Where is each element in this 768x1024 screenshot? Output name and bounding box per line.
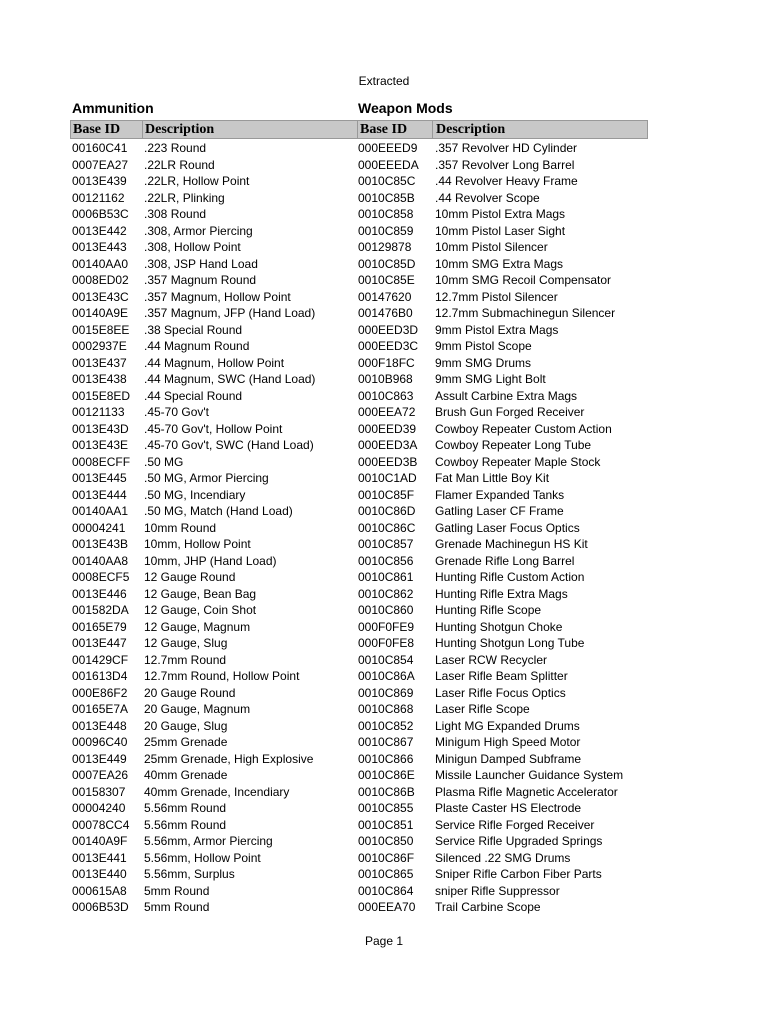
table-row (72, 685, 356, 702)
table-row (358, 503, 648, 520)
base-id-cell: 0013E43C (72, 289, 129, 304)
description-cell: 5.56mm Round (144, 801, 227, 815)
table-row (72, 668, 356, 685)
base-id-cell: 00147620 (358, 289, 412, 304)
table-row (358, 883, 648, 900)
description-cell: Grenade Machinegun HS Kit (435, 537, 588, 551)
base-id-cell: 000E86F2 (72, 685, 128, 700)
base-id-cell: 000EED3B (358, 454, 418, 469)
table-row (72, 388, 356, 405)
base-id-cell: 0013E43E (72, 438, 129, 452)
base-id-cell: 0010B968 (358, 372, 413, 386)
base-id-cell: 0006B53C (72, 207, 129, 221)
description-cell: .308, Armor Piercing (144, 223, 253, 238)
base-id-cell: 000615A8 (72, 883, 127, 898)
ammunition-table (72, 140, 356, 916)
table-row (358, 223, 648, 240)
weapon-mods-section-title: Weapon Mods (358, 100, 453, 116)
description-cell: 10mm SMG Extra Mags (435, 256, 564, 271)
description-cell: Missile Launcher Guidance System (435, 768, 624, 782)
base-id-cell: 0007EA27 (72, 157, 129, 172)
base-id-cell: 00140A9E (72, 306, 129, 320)
ammunition-description-header: Description (145, 122, 215, 137)
column-divider (432, 121, 433, 138)
table-row (72, 454, 356, 471)
table-row (72, 437, 356, 454)
table-row (358, 635, 648, 652)
description-cell: Fat Man Little Boy Kit (435, 471, 550, 485)
base-id-cell: 0010C858 (358, 207, 414, 221)
description-cell: 12.7mm Round (144, 652, 227, 667)
description-cell: Minigun Damped Subframe (435, 751, 582, 766)
table-row (358, 866, 648, 883)
table-row (358, 454, 648, 471)
description-cell: Hunting Rifle Extra Mags (435, 586, 568, 601)
table-row (72, 602, 356, 619)
table-row (358, 833, 648, 850)
description-cell: .223 Round (144, 141, 207, 155)
base-id-cell: 0013E448 (72, 718, 127, 733)
description-cell: .50 MG, Incendiary (144, 487, 246, 502)
description-cell: Cowboy Repeater Long Tube (435, 438, 592, 452)
base-id-cell: 000F0FE8 (358, 636, 415, 650)
base-id-cell: 0010C86D (358, 504, 416, 518)
base-id-cell: 001582DA (72, 603, 129, 617)
description-cell: Hunting Rifle Custom Action (435, 570, 585, 584)
description-cell: .44 Magnum, SWC (Hand Load) (144, 372, 316, 386)
table-row (358, 190, 648, 207)
column-divider (142, 121, 143, 138)
table-row (358, 767, 648, 784)
base-id-cell: 0010C859 (358, 223, 414, 238)
description-cell: Service Rifle Forged Receiver (435, 817, 595, 832)
table-row (358, 619, 648, 636)
description-cell: 5.56mm Round (144, 817, 227, 832)
base-id-cell: 0013E439 (72, 174, 127, 188)
table-row (72, 883, 356, 900)
table-row (358, 140, 648, 157)
base-id-cell: 00004241 (72, 520, 126, 535)
base-id-cell: 00165E79 (72, 619, 127, 634)
ammunition-base-id-header: Base ID (73, 122, 121, 137)
base-id-cell: 0006B53D (72, 900, 129, 914)
table-row (72, 157, 356, 174)
table-row (358, 437, 648, 454)
base-id-cell: 0010C85E (358, 273, 415, 287)
table-row (358, 371, 648, 388)
base-id-cell: 00096C40 (72, 735, 128, 749)
table-row (72, 338, 356, 355)
description-cell: 25mm Grenade, High Explosive (144, 751, 314, 766)
description-cell: 10mm, JHP (Hand Load) (144, 553, 277, 568)
table-row (72, 206, 356, 223)
base-id-cell: 000EED3C (358, 339, 419, 353)
base-id-cell: 00140AA0 (72, 256, 129, 271)
base-id-cell: 0010C85C (358, 174, 416, 188)
description-cell: 12.7mm Round, Hollow Point (144, 669, 300, 683)
description-cell: Laser RCW Recycler (435, 652, 548, 667)
base-id-cell: 0010C85D (358, 256, 416, 271)
description-cell: Grenade Rifle Long Barrel (435, 553, 575, 568)
description-cell: 20 Gauge, Magnum (144, 702, 251, 716)
description-cell: .44 Magnum Round (144, 339, 250, 353)
base-id-cell: 0010C864 (358, 883, 414, 898)
table-row (358, 157, 648, 174)
base-id-cell: 00129878 (358, 240, 412, 254)
table-row (72, 322, 356, 339)
base-id-cell: 0013E447 (72, 636, 127, 650)
base-id-cell: 00165E7A (72, 702, 129, 716)
base-id-cell: 0008ECFF (72, 454, 131, 469)
description-cell: Minigum High Speed Motor (435, 735, 581, 749)
base-id-cell: 0013E43D (72, 421, 129, 436)
description-cell: .44 Revolver Heavy Frame (435, 174, 578, 188)
table-row (72, 767, 356, 784)
base-id-cell: 0010C86F (358, 850, 415, 865)
base-id-cell: 0010C86A (358, 669, 415, 683)
base-id-cell: 000EEA72 (358, 405, 416, 419)
base-id-cell: 0013E440 (72, 867, 127, 881)
base-id-cell: 001613D4 (72, 669, 128, 683)
table-row (358, 487, 648, 504)
table-row (72, 619, 356, 636)
description-cell: Laser Rifle Scope (435, 702, 530, 716)
table-row (72, 289, 356, 306)
base-id-cell: 00140AA8 (72, 553, 129, 568)
table-row (72, 536, 356, 553)
table-row (358, 421, 648, 438)
base-id-cell: 0015E8EE (72, 322, 130, 337)
base-id-cell: 000EEA70 (358, 900, 416, 914)
base-id-cell: 0010C855 (358, 801, 414, 815)
description-cell: 12 Gauge, Magnum (144, 619, 251, 634)
description-cell: Laser Rifle Beam Splitter (435, 669, 568, 683)
base-id-cell: 0010C867 (358, 735, 414, 749)
base-id-cell: 0010C85F (358, 487, 415, 502)
base-id-cell: 001476B0 (358, 306, 413, 320)
description-cell: .50 MG (144, 454, 184, 469)
base-id-cell: 0010C852 (358, 718, 414, 733)
base-id-cell: 000F18FC (358, 355, 415, 370)
description-cell: 10mm, Hollow Point (144, 537, 251, 551)
description-cell: .50 MG, Match (Hand Load) (144, 504, 293, 518)
base-id-cell: 0013E445 (72, 471, 127, 485)
description-cell: 10mm Pistol Extra Mags (435, 207, 566, 221)
table-row (72, 256, 356, 273)
description-cell: 25mm Grenade (144, 735, 228, 749)
description-cell: Sniper Rifle Carbon Fiber Parts (435, 867, 602, 881)
base-id-cell: 001429CF (72, 652, 129, 667)
description-cell: .38 Special Round (144, 322, 243, 337)
description-cell: 5.56mm, Hollow Point (144, 850, 261, 865)
description-cell: 5mm Round (144, 900, 210, 914)
table-row (358, 470, 648, 487)
table-row (72, 272, 356, 289)
table-header-bar (70, 120, 648, 139)
description-cell: 5mm Round (144, 883, 210, 898)
base-id-cell: 00121133 (72, 405, 125, 419)
base-id-cell: 000EED3A (358, 438, 418, 452)
table-row (72, 371, 356, 388)
table-row (358, 685, 648, 702)
base-id-cell: 0008ED02 (72, 273, 129, 287)
table-row (72, 305, 356, 322)
table-row (358, 305, 648, 322)
table-row (358, 602, 648, 619)
base-id-cell: 000EED39 (358, 421, 417, 436)
base-id-cell: 0010C850 (358, 834, 414, 848)
table-row (358, 701, 648, 718)
table-row (72, 487, 356, 504)
description-cell: Laser Rifle Focus Optics (435, 685, 566, 700)
weapon-mods-description-header: Description (436, 122, 506, 137)
base-id-cell: 00140AA1 (72, 504, 129, 518)
table-row (358, 272, 648, 289)
description-cell: Hunting Shotgun Long Tube (435, 636, 585, 650)
column-divider (357, 121, 358, 138)
table-row (358, 734, 648, 751)
base-id-cell: 0010C857 (358, 537, 414, 551)
table-row (72, 586, 356, 603)
description-cell: .22LR, Plinking (144, 190, 225, 205)
base-id-cell: 0010C85B (358, 190, 415, 205)
base-id-cell: 0010C866 (358, 751, 414, 766)
description-cell: .308, Hollow Point (144, 240, 241, 254)
table-row (358, 652, 648, 669)
table-row (358, 784, 648, 801)
table-row (358, 553, 648, 570)
description-cell: Gatling Laser Focus Optics (435, 520, 580, 535)
description-cell: 12 Gauge, Coin Shot (144, 603, 257, 617)
table-row (72, 520, 356, 537)
base-id-cell: 0013E438 (72, 372, 127, 386)
table-row (72, 899, 356, 916)
table-row (72, 751, 356, 768)
table-row (72, 718, 356, 735)
table-row (358, 569, 648, 586)
description-cell: Silenced .22 SMG Drums (435, 850, 571, 865)
table-row (72, 635, 356, 652)
table-row (72, 866, 356, 883)
description-cell: Service Rifle Upgraded Springs (435, 834, 603, 848)
base-id-cell: 0013E442 (72, 223, 127, 238)
base-id-cell: 0010C865 (358, 867, 414, 881)
base-id-cell: 0013E449 (72, 751, 127, 766)
table-row (358, 322, 648, 339)
table-row (358, 718, 648, 735)
description-cell: .45-70 Gov't (144, 405, 209, 419)
base-id-cell: 000EEED9 (358, 141, 418, 155)
description-cell: .50 MG, Armor Piercing (144, 471, 269, 485)
description-cell: 12 Gauge, Slug (144, 636, 228, 650)
page-header: Extracted (358, 74, 410, 88)
description-cell: 12.7mm Submachinegun Silencer (435, 306, 616, 320)
base-id-cell: 0013E443 (72, 240, 127, 254)
table-row (358, 256, 648, 273)
base-id-cell: 0010C86C (358, 520, 416, 535)
table-row (358, 239, 648, 256)
table-row (358, 800, 648, 817)
base-id-cell: 0010C860 (358, 603, 414, 617)
description-cell: sniper Rifle Suppressor (435, 883, 560, 898)
description-cell: Flamer Expanded Tanks (435, 487, 565, 502)
description-cell: .44 Revolver Scope (435, 190, 540, 205)
base-id-cell: 0010C861 (358, 570, 414, 584)
table-row (72, 800, 356, 817)
ammunition-section-title: Ammunition (72, 100, 154, 116)
description-cell: 9mm SMG Drums (435, 355, 531, 370)
base-id-cell: 00004240 (72, 801, 126, 815)
description-cell: 9mm SMG Light Bolt (435, 372, 546, 386)
table-row (72, 355, 356, 372)
page-number: Page 1 (364, 934, 404, 948)
base-id-cell: 000F0FE9 (358, 619, 415, 634)
table-row (72, 223, 356, 240)
table-row (72, 734, 356, 751)
description-cell: .308, JSP Hand Load (144, 256, 258, 271)
base-id-cell: 0010C851 (358, 817, 414, 832)
base-id-cell: 0013E446 (72, 586, 127, 601)
description-cell: .357 Revolver Long Barrel (435, 157, 575, 172)
table-row (358, 388, 648, 405)
description-cell: 12 Gauge Round (144, 570, 236, 584)
table-row (358, 850, 648, 867)
base-id-cell: 0008ECF5 (72, 570, 130, 584)
description-cell: 5.56mm, Surplus (144, 867, 235, 881)
description-cell: 10mm Pistol Silencer (435, 240, 548, 254)
description-cell: .45-70 Gov't, Hollow Point (144, 421, 283, 436)
table-row (72, 833, 356, 850)
base-id-cell: 0010C863 (358, 388, 414, 403)
description-cell: .45-70 Gov't, SWC (Hand Load) (144, 438, 314, 452)
base-id-cell: 0013E441 (72, 850, 127, 865)
description-cell: Assult Carbine Extra Mags (435, 388, 578, 403)
table-row (72, 140, 356, 157)
table-row (72, 190, 356, 207)
description-cell: 20 Gauge Round (144, 685, 236, 700)
description-cell: Light MG Expanded Drums (435, 718, 580, 733)
base-id-cell: 0010C869 (358, 685, 414, 700)
description-cell: Gatling Laser CF Frame (435, 504, 564, 518)
base-id-cell: 00121162 (72, 190, 125, 205)
base-id-cell: 00158307 (72, 784, 126, 799)
description-cell: 12.7mm Pistol Silencer (435, 289, 558, 304)
table-row (72, 173, 356, 190)
description-cell: 10mm Pistol Laser Sight (435, 223, 566, 238)
table-row (72, 817, 356, 834)
base-id-cell: 00078CC4 (72, 817, 130, 832)
base-id-cell: 0013E43B (72, 537, 129, 551)
description-cell: Hunting Shotgun Choke (435, 619, 563, 634)
table-row (72, 421, 356, 438)
base-id-cell: 000EEEDA (358, 157, 419, 172)
table-row (358, 404, 648, 421)
table-row (358, 173, 648, 190)
base-id-cell: 0002937E (72, 339, 127, 353)
table-row (358, 536, 648, 553)
base-id-cell: 0010C868 (358, 702, 414, 716)
description-cell: 9mm Pistol Extra Mags (435, 322, 559, 337)
base-id-cell: 0010C86E (358, 768, 415, 782)
table-row (358, 338, 648, 355)
base-id-cell: 0010C862 (358, 586, 414, 601)
table-row (72, 404, 356, 421)
table-row (358, 355, 648, 372)
base-id-cell: 0007EA26 (72, 768, 129, 782)
table-row (72, 553, 356, 570)
base-id-cell: 0010C86B (358, 784, 415, 799)
table-row (358, 520, 648, 537)
description-cell: .44 Special Round (144, 388, 243, 403)
description-cell: .357 Magnum, JFP (Hand Load) (144, 306, 316, 320)
description-cell: .357 Magnum, Hollow Point (144, 289, 291, 304)
description-cell: Cowboy Repeater Custom Action (435, 421, 612, 436)
description-cell: 10mm Round (144, 520, 217, 535)
table-row (72, 850, 356, 867)
base-id-cell: 0013E444 (72, 487, 127, 502)
table-row (358, 899, 648, 916)
base-id-cell: 0010C1AD (358, 471, 417, 485)
table-row (72, 503, 356, 520)
table-row (358, 586, 648, 603)
weapon-mods-table (358, 140, 648, 916)
description-cell: .357 Magnum Round (144, 273, 257, 287)
base-id-cell: 00160C41 (72, 141, 128, 155)
table-row (358, 289, 648, 306)
description-cell: 12 Gauge, Bean Bag (144, 586, 257, 601)
description-cell: Plasma Rifle Magnetic Accelerator (435, 784, 618, 799)
table-row (72, 701, 356, 718)
description-cell: .22LR, Hollow Point (144, 174, 250, 188)
description-cell: .22LR Round (144, 157, 215, 172)
table-row (72, 652, 356, 669)
base-id-cell: 0013E437 (72, 355, 127, 370)
description-cell: 40mm Grenade (144, 768, 228, 782)
base-id-cell: 000EED3D (358, 322, 419, 337)
base-id-cell: 0015E8ED (72, 388, 131, 403)
description-cell: 5.56mm, Armor Piercing (144, 834, 273, 848)
table-row (358, 817, 648, 834)
description-cell: .357 Revolver HD Cylinder (435, 141, 578, 155)
description-cell: Brush Gun Forged Receiver (435, 405, 585, 419)
table-row (72, 470, 356, 487)
description-cell: Plaste Caster HS Electrode (435, 801, 582, 815)
description-cell: .308 Round (144, 207, 207, 221)
description-cell: Hunting Rifle Scope (435, 603, 542, 617)
table-row (72, 784, 356, 801)
table-row (358, 668, 648, 685)
weapon-mods-base-id-header: Base ID (360, 122, 408, 137)
table-row (358, 751, 648, 768)
description-cell: 40mm Grenade, Incendiary (144, 784, 290, 799)
description-cell: 10mm SMG Recoil Compensator (435, 273, 612, 287)
description-cell: 20 Gauge, Slug (144, 718, 228, 733)
table-row (72, 569, 356, 586)
description-cell: Trail Carbine Scope (435, 900, 541, 914)
table-row (358, 206, 648, 223)
base-id-cell: 00140A9F (72, 834, 128, 848)
base-id-cell: 0010C854 (358, 652, 414, 667)
description-cell: .44 Magnum, Hollow Point (144, 355, 285, 370)
description-cell: Cowboy Repeater Maple Stock (435, 454, 601, 469)
description-cell: 9mm Pistol Scope (435, 339, 532, 353)
base-id-cell: 0010C856 (358, 553, 414, 568)
table-row (72, 239, 356, 256)
